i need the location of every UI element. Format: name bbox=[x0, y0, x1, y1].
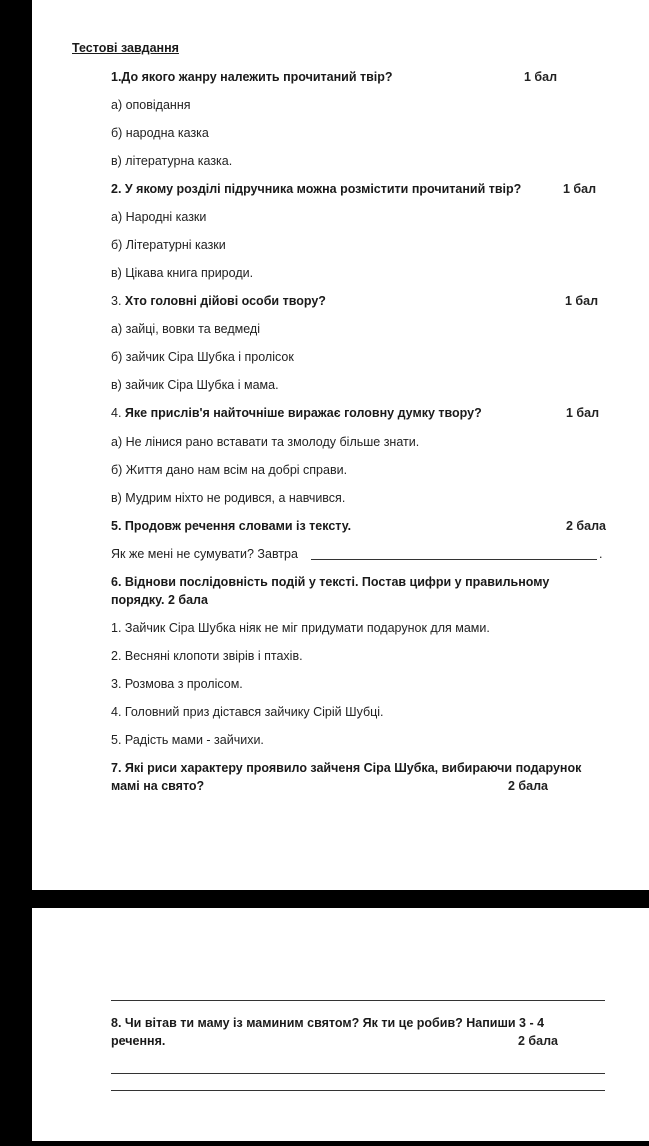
q8-answer-line-1[interactable] bbox=[111, 1073, 605, 1074]
question-7-line1: 7. Які риси характеру проявило зайченя Сіра Шубка, вибираючи подарунок bbox=[111, 761, 582, 775]
question-5-points: 2 бала bbox=[566, 519, 606, 533]
question-3 bbox=[111, 294, 326, 309]
q2-option-a: а) Народні казки bbox=[111, 210, 207, 224]
q2-option-b: б) Літературні казки bbox=[111, 238, 226, 252]
q1-option-a: а) оповідання bbox=[111, 98, 191, 112]
q1-option-c: в) літературна казка. bbox=[111, 154, 233, 168]
q4-option-c: в) Мудрим ніхто не родився, а навчився. bbox=[111, 491, 346, 505]
question-3-text: Хто головні дійові особи твору? bbox=[124, 294, 326, 308]
q6-item-3: 3. Розмова з пролісом. bbox=[111, 677, 243, 691]
q8-answer-line-2[interactable] bbox=[111, 1090, 605, 1091]
question-8-line1: 8. Чи вітав ти маму із маминим святом? Як ти це робив? Напиши 3 - 4 bbox=[111, 1016, 545, 1030]
question-4 bbox=[111, 406, 482, 421]
question-6-line2: порядку. 2 бала bbox=[111, 593, 208, 607]
q4-option-a: а) Не лінися рано вставати та змолоду більше знати. bbox=[111, 435, 420, 449]
question-3-points: 1 бал bbox=[565, 294, 599, 308]
q6-item-2: 2. Весняні клопоти звірів і птахів. bbox=[111, 649, 303, 663]
q3-option-a: а) зайці, вовки та ведмеді bbox=[111, 322, 260, 336]
q6-item-4: 4. Головний приз дістався зайчику Сірій Шубці. bbox=[111, 705, 384, 719]
question-4-points: 1 бал bbox=[566, 406, 600, 420]
question-4-number: 4. bbox=[111, 406, 122, 420]
question-2-points: 1 бал bbox=[563, 182, 597, 196]
question-4-text: Яке прислів'я найточніше виражає головну думку твору? bbox=[124, 406, 482, 420]
question-5: 5. Продовж речення словами із тексту. bbox=[111, 519, 352, 533]
q6-item-1: 1. Зайчик Сіра Шубка ніяк не міг придумати подарунок для мами. bbox=[111, 621, 490, 635]
q5-end-period: . bbox=[599, 547, 603, 561]
page-2 bbox=[32, 908, 649, 1141]
question-1-points: 1 бал bbox=[524, 70, 558, 84]
q4-option-b: б) Життя дано нам всім на добрі справи. bbox=[111, 463, 348, 477]
question-7-line2: мамі на свято? bbox=[111, 779, 205, 793]
question-8-line2: речення. bbox=[111, 1034, 166, 1048]
q6-item-5: 5. Радість мами - зайчихи. bbox=[111, 733, 264, 747]
page-title: Тестові завдання bbox=[72, 41, 179, 55]
page-1 bbox=[32, 0, 649, 890]
q5-answer-line[interactable] bbox=[311, 559, 597, 560]
q2-option-c: в) Цікава книга природи. bbox=[111, 266, 254, 280]
question-1: 1.До якого жанру належить прочитаний твір? bbox=[111, 70, 393, 84]
q5-prompt: Як же мені не сумувати? Завтра bbox=[111, 547, 298, 561]
q3-option-c: в) зайчик Сіра Шубка і мама. bbox=[111, 378, 279, 392]
question-2: 2. У якому розділі підручника можна розмістити прочитаний твір? bbox=[111, 182, 522, 196]
question-7-points: 2 бала bbox=[508, 779, 548, 793]
q3-option-b: б) зайчик Сіра Шубка і пролісок bbox=[111, 350, 294, 364]
question-8-points: 2 бала bbox=[518, 1034, 558, 1048]
question-6-line1: 6. Віднови послідовність подій у тексті. Постав цифри у правильному bbox=[111, 575, 550, 589]
q1-option-b: б) народна казка bbox=[111, 126, 209, 140]
q7-answer-line[interactable] bbox=[111, 1000, 605, 1001]
question-3-number: 3. bbox=[111, 294, 122, 308]
